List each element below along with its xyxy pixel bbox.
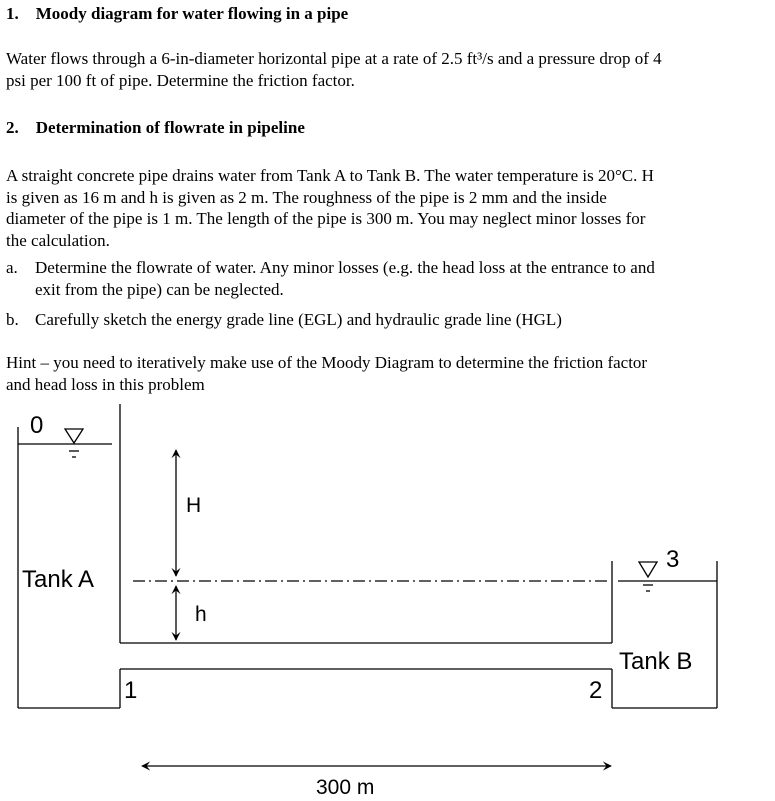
tank-a: [18, 404, 120, 708]
item-a-line-1: Determine the flowrate of water. Any minor losses (e.g. the head loss at the entrance to and: [35, 258, 655, 277]
section-1-line-1: Water flows through a 6-in-diameter horizontal pipe at a rate of 2.5 ft³/s and a pressure drop of 4: [6, 49, 662, 68]
point-3-label: 3: [666, 546, 680, 573]
section-1-heading: 1. Moody diagram for water flowing in a pipe: [6, 4, 349, 23]
item-b-text: Carefully sketch the energy grade line (EGL) and hydraulic grade line (HGL): [35, 310, 562, 329]
item-b-marker: b.: [6, 310, 19, 329]
point-1-label: 1: [124, 677, 138, 704]
H-label: H: [186, 494, 202, 517]
paragraph-line: diameter of the pipe is 1 m. The length of the pipe is 300 m. You may neglect minor losses for: [6, 209, 646, 228]
tank-b-label: Tank B: [619, 648, 693, 675]
pipe: [120, 643, 612, 669]
tank-b: [612, 561, 717, 708]
point-0-label: 0: [30, 412, 44, 439]
paragraph-line: is given as 16 m and h is given as 2 m. The roughness of the pipe is 2 mm and the inside: [6, 187, 607, 207]
item-a-marker: a.: [6, 258, 18, 277]
h-label: h: [195, 603, 207, 626]
tank-a-label: Tank A: [22, 566, 95, 593]
point-2-label: 2: [589, 677, 603, 704]
item-a-line-2: exit from the pipe) can be neglected.: [35, 279, 284, 299]
hint-line-1: Hint – you need to iteratively make use of the Moody Diagram to determine the friction factor: [6, 353, 648, 372]
paragraph-line: A straight concrete pipe drains water from Tank A to Tank B. The water temperature is 20°C. H: [6, 166, 654, 185]
section-2-heading: 2. Determination of flowrate in pipeline: [6, 118, 305, 137]
length-label: 300 m: [316, 776, 375, 799]
water-level-triangle-a-icon: [65, 429, 83, 457]
paragraph-line: the calculation.: [6, 230, 110, 250]
water-level-triangle-b-icon: [639, 562, 657, 591]
section-1-line-2: psi per 100 ft of pipe. Determine the friction factor.: [6, 70, 355, 90]
hint-line-2: and head loss in this problem: [6, 374, 205, 394]
